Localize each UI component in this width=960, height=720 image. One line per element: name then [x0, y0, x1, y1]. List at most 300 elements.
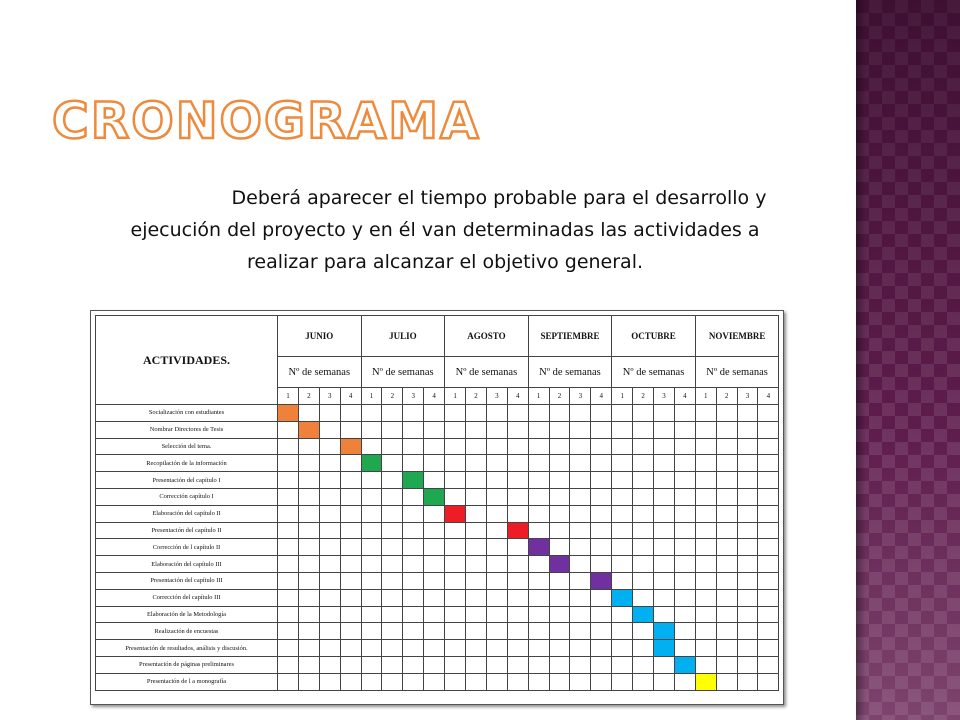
week-cell: [278, 623, 299, 640]
week-cell: [591, 472, 612, 489]
activity-name: Presentación de páginas preliminares: [96, 656, 278, 673]
week-cell: [278, 572, 299, 589]
week-cell: [319, 421, 340, 438]
week-cell: [486, 606, 507, 623]
week-cell: [298, 455, 319, 472]
week-cell: [674, 589, 695, 606]
week-cell: [319, 455, 340, 472]
week-number: 3: [570, 388, 591, 405]
week-cell: [549, 488, 570, 505]
week-cell: [298, 505, 319, 522]
week-cell: [424, 438, 445, 455]
activity-name: Selección del tema.: [96, 438, 278, 455]
week-cell: [737, 589, 758, 606]
week-cell: [278, 438, 299, 455]
week-cell: [612, 505, 633, 522]
week-cell: [570, 572, 591, 589]
week-cell: [445, 539, 466, 556]
week-cell: [298, 656, 319, 673]
week-cell: [591, 522, 612, 539]
week-cell: [507, 438, 528, 455]
week-cell: [716, 472, 737, 489]
week-cell: [737, 405, 758, 422]
week-cell: [361, 556, 382, 573]
week-cell: [486, 589, 507, 606]
week-cell: [445, 421, 466, 438]
week-cell: [319, 505, 340, 522]
week-number: 4: [758, 388, 779, 405]
month-header: SEPTIEMBRE: [528, 316, 612, 357]
week-cell: [278, 539, 299, 556]
week-cell: [382, 673, 403, 690]
week-cell: [298, 606, 319, 623]
week-cell: [528, 556, 549, 573]
week-cell: [695, 572, 716, 589]
scheduled-week-cell: [403, 472, 424, 489]
week-cell: [549, 472, 570, 489]
week-cell: [466, 539, 487, 556]
week-cell: [340, 421, 361, 438]
activity-name: Socialización con estudiantes: [96, 405, 278, 422]
week-cell: [654, 472, 675, 489]
week-cell: [466, 572, 487, 589]
week-cell: [403, 589, 424, 606]
week-cell: [758, 505, 779, 522]
week-cell: [361, 673, 382, 690]
week-cell: [528, 472, 549, 489]
week-cell: [424, 673, 445, 690]
week-cell: [758, 589, 779, 606]
week-cell: [403, 438, 424, 455]
week-cell: [591, 606, 612, 623]
week-cell: [298, 589, 319, 606]
week-cell: [466, 488, 487, 505]
week-cell: [674, 488, 695, 505]
week-cell: [278, 556, 299, 573]
activity-row: [96, 572, 779, 589]
week-cell: [633, 640, 654, 657]
week-cell: [507, 673, 528, 690]
week-cell: [528, 606, 549, 623]
scheduled-week-cell: [298, 421, 319, 438]
week-cell: [445, 488, 466, 505]
scheduled-week-cell: [507, 522, 528, 539]
week-cell: [424, 405, 445, 422]
week-cell: [737, 488, 758, 505]
week-cell: [278, 455, 299, 472]
week-cell: [633, 455, 654, 472]
week-cell: [382, 421, 403, 438]
week-cell: [445, 405, 466, 422]
week-cell: [528, 405, 549, 422]
week-cell: [382, 589, 403, 606]
week-cell: [424, 623, 445, 640]
activity-name: Presentación de resultados, análisis y discusión.: [96, 640, 278, 657]
week-cell: [549, 572, 570, 589]
week-cell: [570, 589, 591, 606]
week-cell: [298, 623, 319, 640]
week-cell: [340, 539, 361, 556]
week-cell: [340, 505, 361, 522]
week-cell: [424, 656, 445, 673]
week-cell: [737, 673, 758, 690]
scheduled-week-cell: [424, 488, 445, 505]
week-cell: [361, 472, 382, 489]
week-cell: [737, 421, 758, 438]
week-cell: [758, 472, 779, 489]
week-cell: [591, 488, 612, 505]
week-cell: [612, 606, 633, 623]
activity-row: [96, 589, 779, 606]
week-cell: [361, 572, 382, 589]
week-cell: [716, 572, 737, 589]
week-cell: [612, 522, 633, 539]
activity-name: Presentación del capítulo III: [96, 572, 278, 589]
week-cell: [486, 522, 507, 539]
activity-row: [96, 640, 779, 657]
week-cell: [674, 606, 695, 623]
week-cell: [758, 623, 779, 640]
week-cell: [695, 656, 716, 673]
week-cell: [445, 589, 466, 606]
activity-name: Nombrar Directores de Tesis: [96, 421, 278, 438]
scheduled-week-cell: [445, 505, 466, 522]
week-cell: [633, 572, 654, 589]
week-cell: [403, 606, 424, 623]
week-cell: [716, 673, 737, 690]
week-cell: [486, 421, 507, 438]
scheduled-week-cell: [612, 589, 633, 606]
weeks-label: Nº de semanas: [361, 357, 445, 388]
week-cell: [528, 656, 549, 673]
week-cell: [340, 656, 361, 673]
week-cell: [758, 421, 779, 438]
week-cell: [466, 472, 487, 489]
activity-row: [96, 656, 779, 673]
week-number: 3: [319, 388, 340, 405]
week-cell: [507, 505, 528, 522]
scheduled-week-cell: [633, 606, 654, 623]
week-number: 1: [612, 388, 633, 405]
week-cell: [445, 656, 466, 673]
week-cell: [549, 623, 570, 640]
week-number: 3: [654, 388, 675, 405]
week-number: 3: [486, 388, 507, 405]
week-cell: [654, 522, 675, 539]
week-cell: [570, 405, 591, 422]
week-cell: [319, 656, 340, 673]
scheduled-week-cell: [591, 572, 612, 589]
week-cell: [716, 488, 737, 505]
week-cell: [528, 421, 549, 438]
week-cell: [340, 488, 361, 505]
week-cell: [758, 539, 779, 556]
week-cell: [424, 472, 445, 489]
week-cell: [654, 438, 675, 455]
week-cell: [403, 421, 424, 438]
week-number: 2: [466, 388, 487, 405]
activity-row: [96, 606, 779, 623]
week-cell: [737, 522, 758, 539]
week-cell: [695, 455, 716, 472]
week-cell: [486, 488, 507, 505]
week-cell: [340, 589, 361, 606]
week-cell: [758, 556, 779, 573]
weeks-label: Nº de semanas: [278, 357, 362, 388]
week-cell: [361, 488, 382, 505]
week-cell: [486, 455, 507, 472]
week-cell: [591, 673, 612, 690]
week-cell: [298, 572, 319, 589]
week-cell: [695, 421, 716, 438]
week-cell: [445, 606, 466, 623]
week-cell: [340, 673, 361, 690]
week-cell: [382, 606, 403, 623]
month-header: AGOSTO: [445, 316, 529, 357]
week-cell: [674, 556, 695, 573]
week-cell: [466, 505, 487, 522]
week-cell: [528, 623, 549, 640]
slide-title: CRONOGRAMA: [52, 92, 481, 150]
week-cell: [758, 606, 779, 623]
week-cell: [424, 455, 445, 472]
week-cell: [507, 455, 528, 472]
week-cell: [424, 522, 445, 539]
weeks-label: Nº de semanas: [612, 357, 696, 388]
week-cell: [382, 438, 403, 455]
week-cell: [612, 455, 633, 472]
scheduled-week-cell: [674, 656, 695, 673]
week-cell: [654, 488, 675, 505]
week-cell: [612, 572, 633, 589]
activity-row: [96, 505, 779, 522]
week-number: 1: [528, 388, 549, 405]
week-cell: [654, 656, 675, 673]
week-cell: [486, 556, 507, 573]
week-cell: [674, 421, 695, 438]
week-cell: [382, 522, 403, 539]
week-cell: [361, 656, 382, 673]
week-cell: [570, 673, 591, 690]
week-cell: [737, 472, 758, 489]
week-cell: [403, 623, 424, 640]
week-cell: [612, 539, 633, 556]
week-cell: [549, 673, 570, 690]
week-cell: [591, 438, 612, 455]
week-cell: [654, 539, 675, 556]
week-cell: [382, 488, 403, 505]
week-cell: [716, 556, 737, 573]
scheduled-week-cell: [340, 438, 361, 455]
week-number: 3: [737, 388, 758, 405]
week-cell: [403, 505, 424, 522]
week-cell: [674, 405, 695, 422]
week-cell: [403, 640, 424, 657]
week-cell: [737, 505, 758, 522]
week-number: 1: [445, 388, 466, 405]
week-cell: [674, 438, 695, 455]
week-cell: [695, 488, 716, 505]
week-cell: [591, 589, 612, 606]
week-cell: [633, 522, 654, 539]
scheduled-week-cell: [361, 455, 382, 472]
week-cell: [737, 656, 758, 673]
week-cell: [278, 673, 299, 690]
week-cell: [382, 505, 403, 522]
week-cell: [695, 589, 716, 606]
week-cell: [695, 623, 716, 640]
week-cell: [570, 556, 591, 573]
week-cell: [298, 488, 319, 505]
week-cell: [507, 556, 528, 573]
week-number: 2: [382, 388, 403, 405]
week-cell: [591, 421, 612, 438]
week-number: 2: [298, 388, 319, 405]
week-cell: [570, 606, 591, 623]
week-cell: [549, 539, 570, 556]
week-cell: [716, 656, 737, 673]
activity-row: [96, 539, 779, 556]
week-cell: [466, 640, 487, 657]
week-cell: [674, 640, 695, 657]
activities-header: ACTIVIDADES.: [96, 316, 278, 405]
week-cell: [445, 472, 466, 489]
month-header: JUNIO: [278, 316, 362, 357]
week-cell: [278, 606, 299, 623]
week-number: 2: [716, 388, 737, 405]
week-cell: [507, 421, 528, 438]
week-cell: [340, 455, 361, 472]
week-cell: [361, 539, 382, 556]
week-cell: [716, 522, 737, 539]
month-header: NOVIEMBRE: [695, 316, 779, 357]
week-cell: [695, 472, 716, 489]
activity-row: [96, 455, 779, 472]
month-header: OCTUBRE: [612, 316, 696, 357]
week-cell: [507, 488, 528, 505]
week-cell: [549, 405, 570, 422]
week-cell: [758, 673, 779, 690]
week-cell: [424, 505, 445, 522]
week-cell: [403, 405, 424, 422]
week-cell: [361, 405, 382, 422]
week-cell: [612, 673, 633, 690]
week-cell: [528, 488, 549, 505]
gantt-chart-frame: [90, 310, 784, 705]
week-cell: [716, 606, 737, 623]
gantt-month-row: [96, 316, 779, 357]
week-cell: [591, 640, 612, 657]
week-cell: [716, 405, 737, 422]
week-cell: [340, 640, 361, 657]
week-cell: [633, 656, 654, 673]
gantt-table: [95, 315, 779, 691]
week-cell: [570, 640, 591, 657]
week-cell: [486, 656, 507, 673]
week-cell: [528, 438, 549, 455]
week-cell: [695, 438, 716, 455]
week-number: 1: [695, 388, 716, 405]
week-cell: [507, 589, 528, 606]
week-cell: [278, 522, 299, 539]
scheduled-week-cell: [695, 673, 716, 690]
week-cell: [319, 640, 340, 657]
week-cell: [445, 673, 466, 690]
scheduled-week-cell: [278, 405, 299, 422]
week-cell: [570, 455, 591, 472]
week-cell: [570, 472, 591, 489]
week-cell: [654, 673, 675, 690]
week-cell: [654, 421, 675, 438]
week-cell: [674, 472, 695, 489]
week-cell: [382, 539, 403, 556]
scheduled-week-cell: [528, 539, 549, 556]
week-cell: [549, 606, 570, 623]
week-cell: [382, 455, 403, 472]
week-cell: [591, 505, 612, 522]
week-cell: [654, 505, 675, 522]
week-cell: [361, 589, 382, 606]
activity-name: Elaboración de la Metodología: [96, 606, 278, 623]
week-cell: [528, 455, 549, 472]
week-cell: [549, 656, 570, 673]
week-cell: [695, 606, 716, 623]
week-number: 4: [340, 388, 361, 405]
week-number: 4: [591, 388, 612, 405]
week-cell: [278, 589, 299, 606]
week-cell: [319, 405, 340, 422]
week-cell: [758, 438, 779, 455]
week-cell: [737, 539, 758, 556]
scheduled-week-cell: [654, 623, 675, 640]
activity-row: [96, 673, 779, 690]
week-cell: [674, 505, 695, 522]
week-cell: [758, 522, 779, 539]
decorative-side-band: [856, 0, 960, 720]
week-cell: [528, 572, 549, 589]
activity-name: Presentación del capítulo I: [96, 472, 278, 489]
week-cell: [298, 673, 319, 690]
week-number: 4: [424, 388, 445, 405]
week-cell: [361, 606, 382, 623]
week-cell: [716, 539, 737, 556]
week-cell: [737, 572, 758, 589]
week-cell: [486, 438, 507, 455]
activity-name: Presentación del capítulo II: [96, 522, 278, 539]
week-cell: [716, 438, 737, 455]
week-cell: [403, 539, 424, 556]
week-cell: [549, 421, 570, 438]
activity-row: [96, 522, 779, 539]
week-cell: [549, 455, 570, 472]
activity-row: [96, 405, 779, 422]
week-cell: [528, 673, 549, 690]
week-cell: [633, 421, 654, 438]
week-cell: [278, 472, 299, 489]
week-cell: [382, 640, 403, 657]
week-cell: [612, 421, 633, 438]
week-cell: [486, 640, 507, 657]
week-cell: [570, 488, 591, 505]
week-cell: [674, 522, 695, 539]
week-cell: [424, 606, 445, 623]
activity-name: Recopilación de la información: [96, 455, 278, 472]
week-cell: [361, 623, 382, 640]
week-cell: [319, 488, 340, 505]
week-cell: [340, 623, 361, 640]
activity-row: [96, 472, 779, 489]
week-cell: [695, 522, 716, 539]
